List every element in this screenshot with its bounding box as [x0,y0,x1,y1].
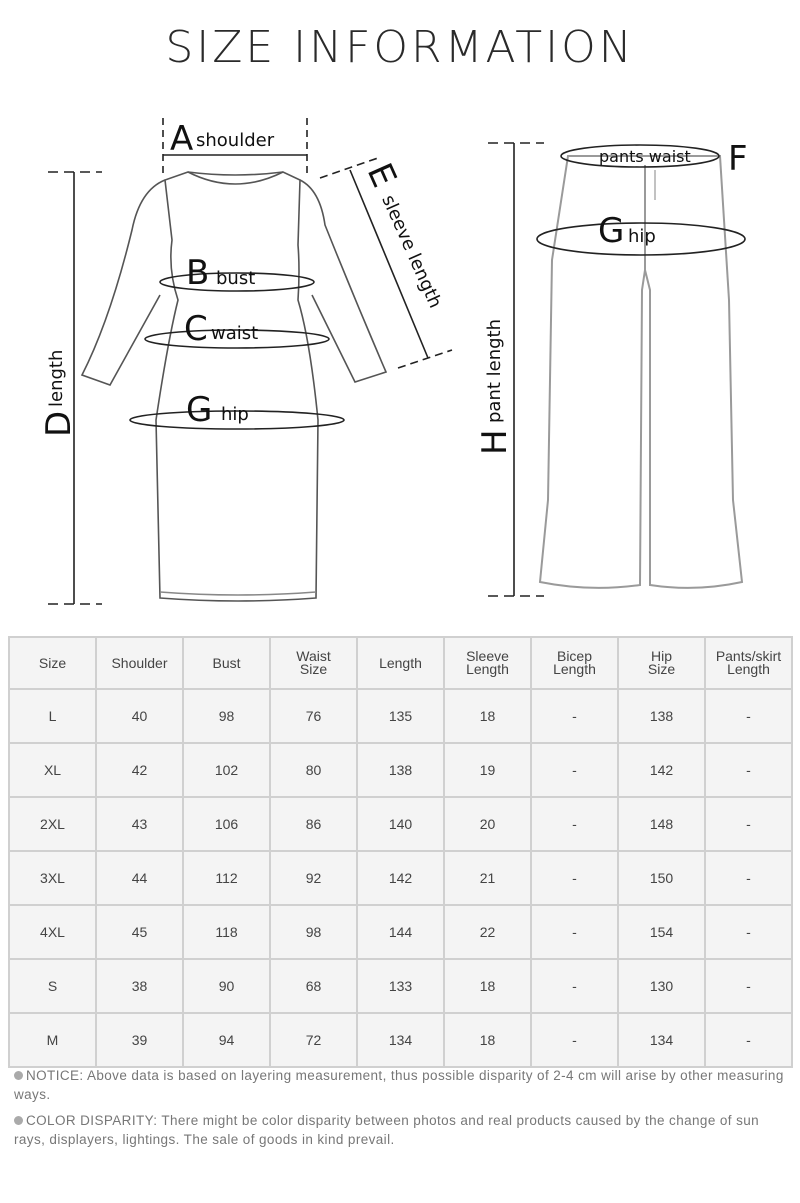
table-cell: 3XL [10,852,95,904]
table-cell: 72 [271,1014,356,1066]
table-cell: 154 [619,906,704,958]
table-cell: 138 [619,690,704,742]
table-cell: 135 [358,690,443,742]
column-header-text: Size [647,661,676,677]
table-cell: 40 [97,690,182,742]
bullet-dot-icon [14,1116,23,1125]
table-cell: 18 [445,1014,530,1066]
label-sleeve-length: sleeve length [377,191,446,312]
table-cell: 102 [184,744,269,796]
table-cell: - [706,798,791,850]
table-cell: 142 [619,744,704,796]
column-header-text: Length [466,661,509,677]
column-header [706,638,791,688]
column-header [184,638,269,688]
column-header [271,638,356,688]
table-cell: 86 [271,798,356,850]
table-cell: 133 [358,960,443,1012]
table-cell: 76 [271,690,356,742]
label-b-letter: B [186,253,210,293]
table-cell: 20 [445,798,530,850]
table-cell: 18 [445,690,530,742]
table-cell: M [10,1014,95,1066]
label-pants-hip: hip [628,226,656,247]
table-cell: 42 [97,744,182,796]
table-cell: - [706,960,791,1012]
label-length: length [46,349,67,407]
table-cell: 18 [445,960,530,1012]
column-header-text: Shoulder [111,654,168,671]
table-cell: 92 [271,852,356,904]
table-cell: 80 [271,744,356,796]
label-pants-waist: pants waist [599,147,691,166]
table-cell: 22 [445,906,530,958]
column-header-text: Waist [296,648,331,664]
label-g-letter: G [186,390,213,430]
table-cell: 150 [619,852,704,904]
column-header-text: Length [727,661,770,677]
column-header [97,638,182,688]
pants-text-labels [475,139,748,455]
label-waist: waist [211,323,259,344]
column-header [445,638,530,688]
bullet-dot-icon [14,1071,23,1080]
column-header-text: Bicep [556,648,593,664]
table-cell: - [532,690,617,742]
table-cell: - [532,1014,617,1066]
label-f-letter: F [728,139,748,179]
page-title: SIZE INFORMATION [165,22,635,73]
notice-text: NOTICE: Above data is based on layering measurement, thus possible disparity of 2-4 cm will arise by other measuring ways. [14,1068,784,1102]
table-cell: 106 [184,798,269,850]
table-row [10,744,791,796]
table-cell: 142 [358,852,443,904]
label-c-letter: C [184,309,208,349]
table-cell: 144 [358,906,443,958]
column-header [532,638,617,688]
table-cell: - [532,906,617,958]
table-cell: 112 [184,852,269,904]
notice-note [14,1066,784,1104]
label-h-letter: H [475,429,515,455]
table-cell: 90 [184,960,269,1012]
notes-section [14,1066,784,1156]
table-cell: 98 [184,690,269,742]
table-header-row [10,638,791,688]
color-disparity-note [14,1111,784,1149]
table-cell: 130 [619,960,704,1012]
column-header-text: Length [553,661,596,677]
dress-illustration [82,172,386,601]
table-cell: 134 [619,1014,704,1066]
table-cell: - [706,744,791,796]
dress-measure-lines [48,118,452,604]
pants-illustration [540,156,742,588]
label-a-letter: A [170,119,194,159]
table-cell: 39 [97,1014,182,1066]
table-cell: 134 [358,1014,443,1066]
label-bust: bust [216,268,256,289]
table-cell: - [706,906,791,958]
table-cell: 138 [358,744,443,796]
label-pant-length: pant length [484,318,505,423]
table-cell: 44 [97,852,182,904]
column-header-text: Pants/skirt [715,648,782,664]
column-header [10,638,95,688]
table-cell: - [532,744,617,796]
column-header-text: Length [379,654,422,671]
table-cell: - [706,690,791,742]
column-header [358,638,443,688]
size-chart-table [8,636,793,1068]
table-cell: - [706,852,791,904]
column-header-text: Size [38,654,67,671]
table-cell: 118 [184,906,269,958]
table-body [10,690,791,1066]
color-disparity-text: COLOR DISPARITY: There might be color disparity between photos and real products caused by the change of sun rays, displayers, lightings. The sale of goods in kind prevail. [14,1113,760,1147]
table-cell: 4XL [10,906,95,958]
column-header-text: Sleeve [466,648,509,664]
table-cell: - [532,960,617,1012]
table-cell: 140 [358,798,443,850]
table-cell: - [532,852,617,904]
table-row [10,906,791,958]
column-header-text: Size [299,661,328,677]
label-hip: hip [221,404,249,425]
table-cell: 19 [445,744,530,796]
table-cell: XL [10,744,95,796]
column-header-text: Bust [212,654,241,671]
table-row [10,1014,791,1066]
table-row [10,690,791,742]
table-cell: 21 [445,852,530,904]
table-cell: 148 [619,798,704,850]
table-cell: 98 [271,906,356,958]
table-cell: 45 [97,906,182,958]
table-cell: 2XL [10,798,95,850]
table-cell: - [706,1014,791,1066]
column-header [619,638,704,688]
table-cell: 68 [271,960,356,1012]
table-cell: 38 [97,960,182,1012]
table-row [10,798,791,850]
label-pants-g-letter: G [598,211,625,251]
table-cell: - [532,798,617,850]
measurement-diagram [0,100,800,615]
table-cell: L [10,690,95,742]
label-d-letter: D [39,410,79,437]
table-row [10,960,791,1012]
table-cell: 43 [97,798,182,850]
label-shoulder: shoulder [196,130,275,151]
column-header-text: Hip [650,648,672,664]
label-e-letter: E [358,157,405,194]
table-cell: 94 [184,1014,269,1066]
table-cell: S [10,960,95,1012]
table-row [10,852,791,904]
